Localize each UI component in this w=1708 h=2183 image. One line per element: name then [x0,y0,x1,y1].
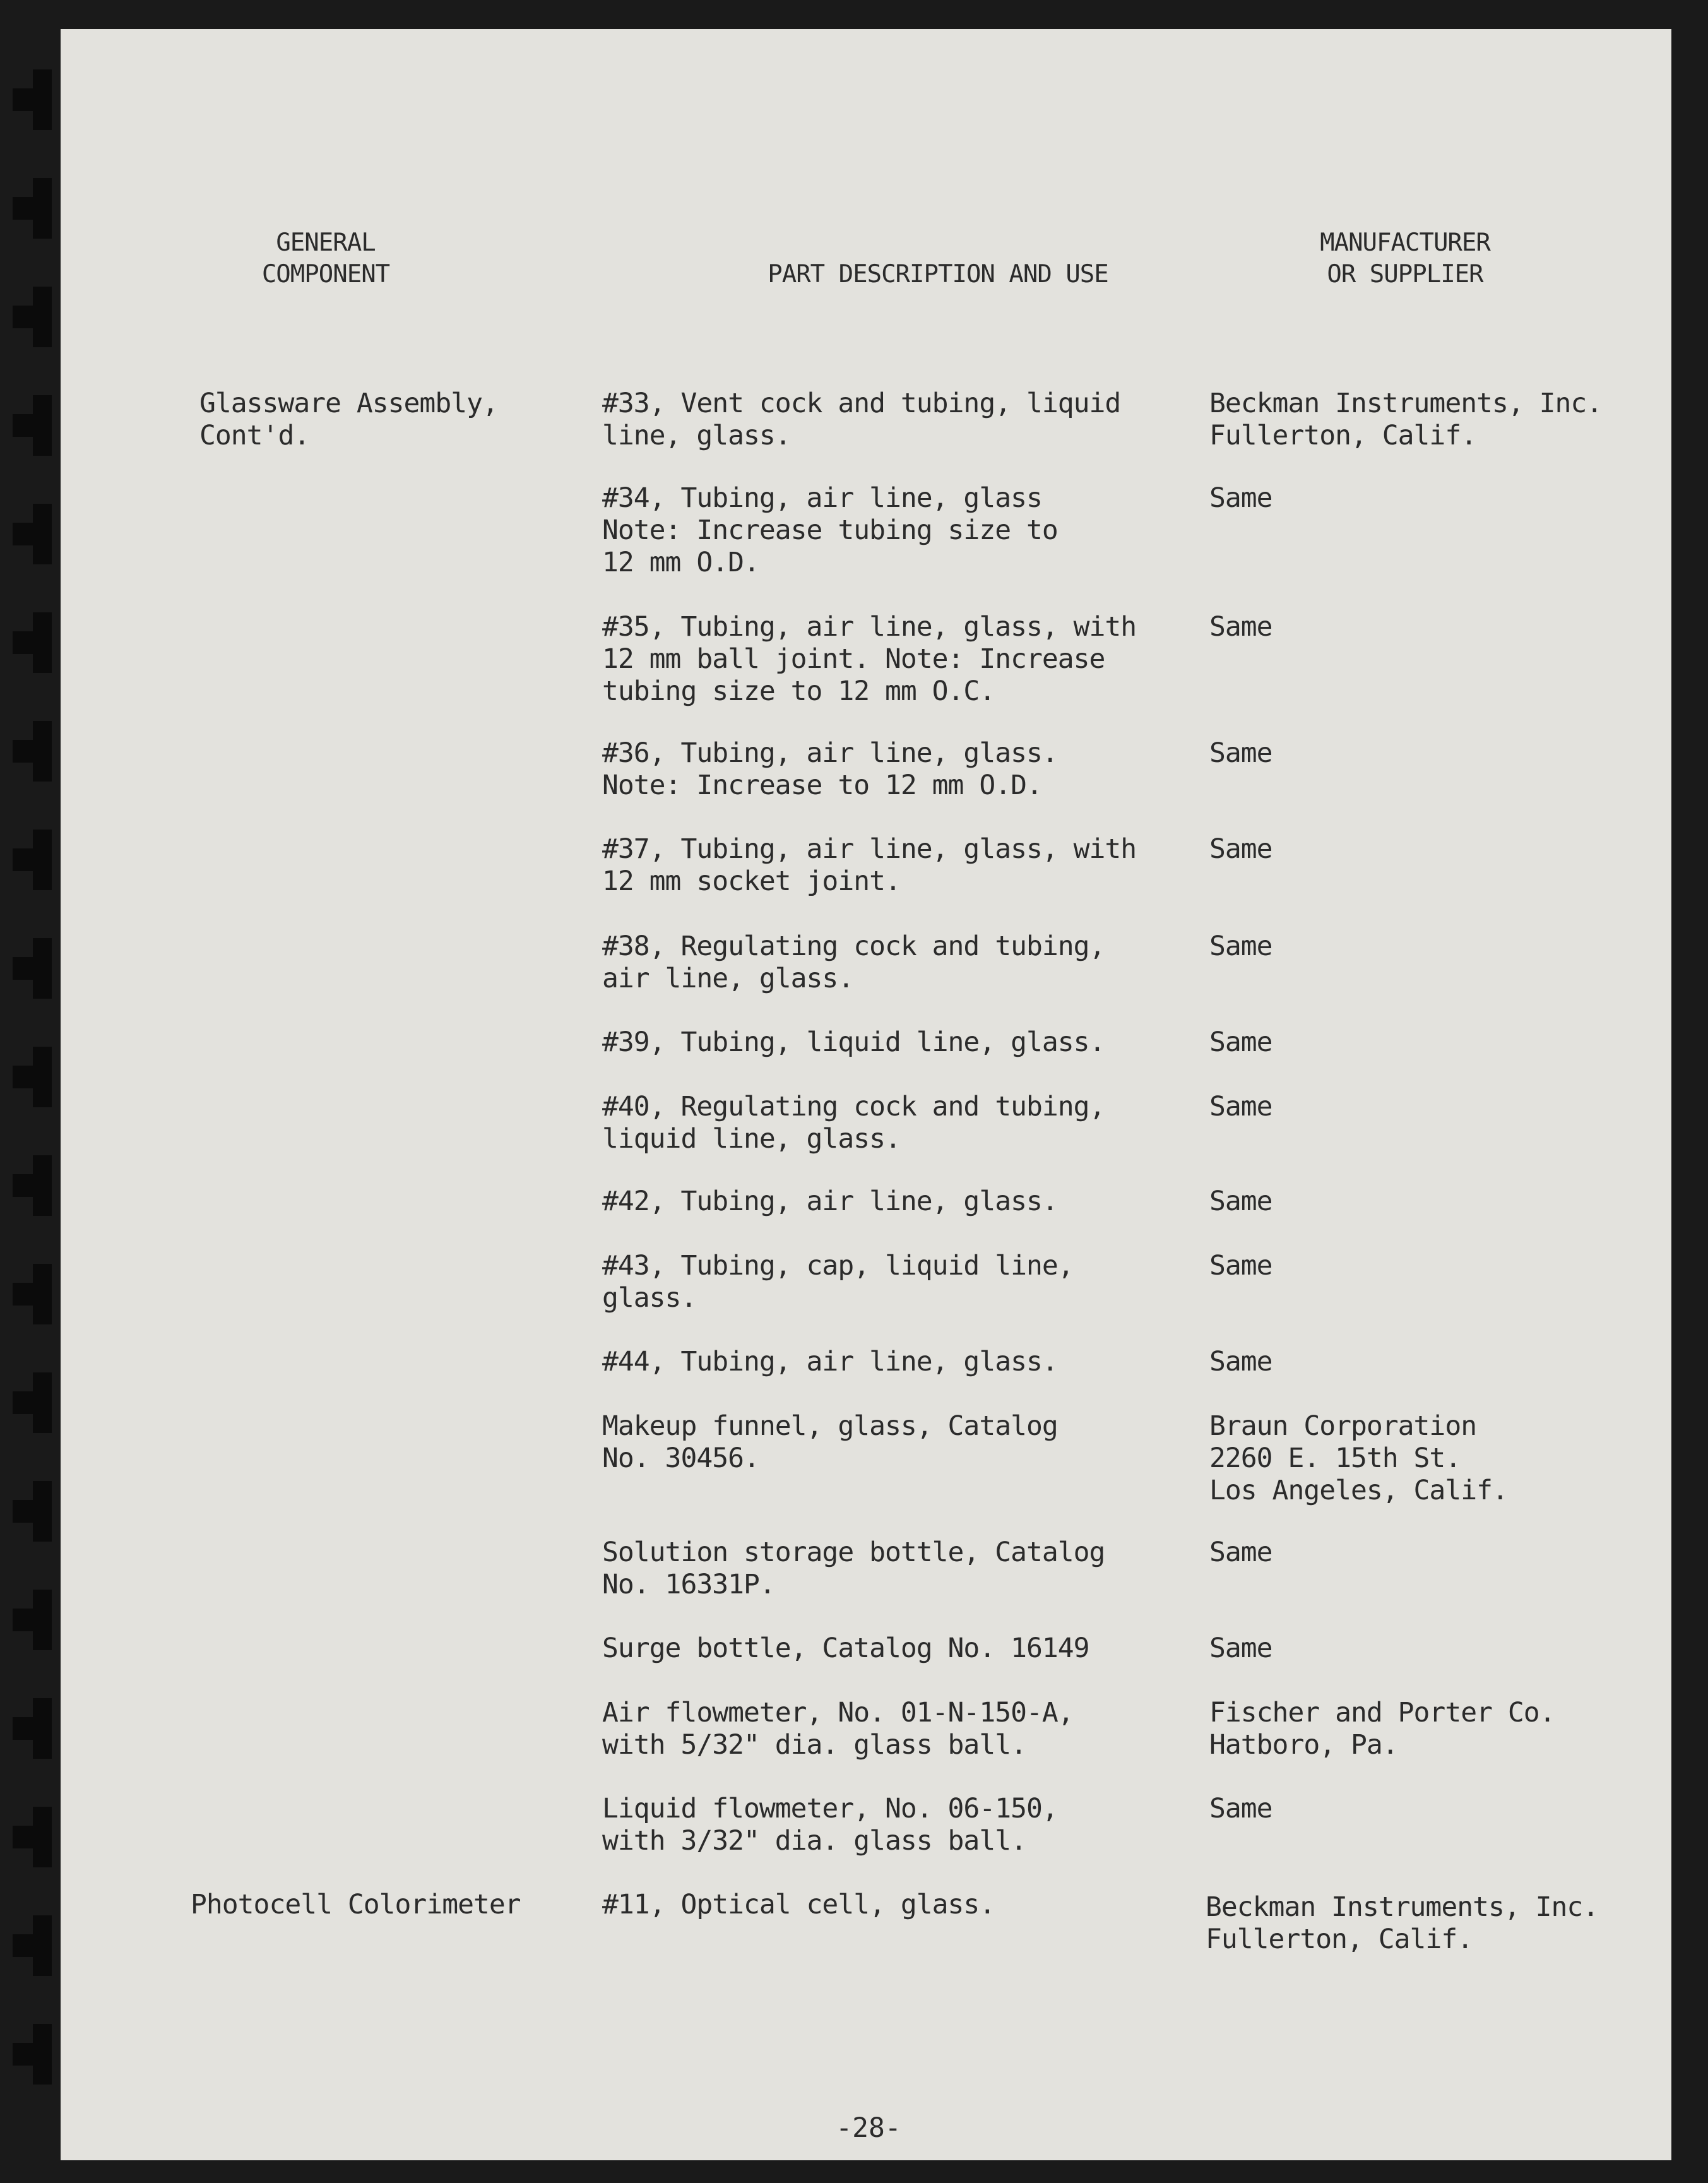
header-manufacturer [1247,227,1563,290]
supplier-cell [1206,1891,1598,1956]
text-line: #44, Tubing, air line, glass. [602,1346,1058,1377]
binding-ring [13,1698,52,1759]
text-line: 12 mm ball joint. Note: Increase [602,643,1105,675]
text-line: #43, Tubing, cap, liquid line, [602,1250,1074,1282]
binding-ring [13,2024,52,2085]
description-cell [602,1889,995,1921]
text-line: Same [1209,1537,1272,1568]
text-line: #37, Tubing, air line, glass, with [602,833,1137,865]
binding-ring [13,504,52,564]
binding-ring [13,938,52,999]
text-line: Braun Corporation [1209,1410,1477,1442]
binding-ring [13,721,52,782]
text-line: Same [1209,1346,1272,1377]
binding-ring [13,1807,52,1867]
text-line: Solution storage bottle, Catalog [602,1537,1105,1568]
binding-ring [13,287,52,347]
text-line: Same [1209,1633,1272,1664]
text-line: #38, Regulating cock and tubing, [602,931,1105,962]
header-line: OR SUPPLIER [1327,260,1483,288]
header-line: MANUFACTURER [1320,229,1490,257]
text-line: #40, Regulating cock and tubing, [602,1091,1105,1122]
binding-ring [13,1481,52,1542]
description-cell [602,482,1058,579]
text-line: #42, Tubing, air line, glass. [602,1186,1058,1217]
text-line: No. 30456. [602,1442,759,1474]
text-line: tubing size to 12 mm O.C. [602,675,995,707]
binding-ring [13,1155,52,1216]
binding-ring [13,1590,52,1650]
page-number: -28- [836,2112,901,2144]
text-line: #33, Vent cock and tubing, liquid [602,388,1121,419]
header-line: GENERAL [276,229,376,257]
description-cell [602,1633,1089,1665]
description-cell [602,611,1136,708]
binding-ring [13,395,52,456]
supplier-cell [1209,833,1272,865]
binding-ring [13,1047,52,1107]
text-line: Cont'd. [199,420,310,451]
document-page [61,29,1671,2160]
text-line: Same [1209,1186,1272,1217]
text-line: 12 mm O.D. [602,547,759,578]
text-line: Air flowmeter, No. 01-N-150-A, [602,1697,1074,1728]
text-line: Liquid flowmeter, No. 06-150, [602,1793,1058,1824]
component-cell [199,388,498,452]
supplier-cell [1209,1091,1272,1123]
supplier-cell [1209,611,1272,643]
supplier-cell [1209,931,1272,963]
description-cell [602,737,1058,802]
text-line: 2260 E. 15th St. [1209,1442,1461,1474]
description-cell [602,388,1120,452]
description-cell [602,1697,1074,1761]
binding-ring [13,69,52,130]
description-cell [602,833,1136,898]
text-line: Fullerton, Calif. [1206,1924,1473,1955]
header-general-component [218,227,433,290]
text-line: Photocell Colorimeter [191,1889,521,1920]
description-cell [602,1250,1074,1314]
text-line: #36, Tubing, air line, glass. [602,737,1058,769]
text-line: Same [1209,1250,1272,1282]
text-line: #34, Tubing, air line, glass [602,482,1042,514]
supplier-cell [1209,1250,1272,1282]
binding-ring [13,1372,52,1433]
text-line: Same [1209,1091,1272,1122]
text-line: Same [1209,737,1272,769]
text-line: Beckman Instruments, Inc. [1206,1891,1599,1923]
text-line: 12 mm socket joint. [602,865,901,897]
text-line: Hatboro, Pa. [1209,1729,1398,1761]
text-line: air line, glass. [602,963,854,994]
supplier-cell [1209,1410,1508,1507]
supplier-cell [1209,1026,1272,1059]
text-line: #39, Tubing, liquid line, glass. [602,1026,1105,1058]
description-cell [602,1410,1058,1475]
supplier-cell [1209,388,1602,452]
text-line: Same [1209,833,1272,865]
binding-ring [13,1915,52,1976]
supplier-cell [1209,1633,1272,1665]
supplier-cell [1209,1186,1272,1218]
text-line: line, glass. [602,420,791,451]
text-line: Surge bottle, Catalog No. 16149 [602,1633,1089,1664]
supplier-cell [1209,482,1272,515]
text-line: #11, Optical cell, glass. [602,1889,995,1920]
text-line: #35, Tubing, air line, glass, with [602,611,1137,643]
text-line: Glassware Assembly, [199,388,498,419]
description-cell [602,1026,1105,1059]
header-line: COMPONENT [261,260,390,288]
text-line: Beckman Instruments, Inc. [1209,388,1603,419]
binding-ring [13,830,52,890]
supplier-cell [1209,1537,1272,1569]
text-line: Same [1209,931,1272,962]
text-line: Los Angeles, Calif. [1209,1475,1508,1506]
description-cell [602,1537,1105,1601]
text-line: Same [1209,1793,1272,1824]
text-line: Same [1209,1026,1272,1058]
description-cell [602,1091,1105,1155]
binding-ring [13,1264,52,1324]
supplier-cell [1209,737,1272,770]
text-line: No. 16331P. [602,1569,775,1600]
text-line: Same [1209,611,1272,643]
description-cell [602,1186,1058,1218]
binding-ring [13,612,52,673]
text-line: Fullerton, Calif. [1209,420,1477,451]
supplier-cell [1209,1793,1272,1825]
component-cell [191,1889,521,1921]
text-line: Note: Increase tubing size to [602,515,1058,546]
spiral-binding [0,0,61,2183]
supplier-cell [1209,1697,1555,1761]
binding-ring [13,178,52,239]
text-line: glass. [602,1282,697,1314]
header-part-description [629,259,1247,290]
description-cell [602,1346,1058,1378]
text-line: Note: Increase to 12 mm O.D. [602,770,1042,801]
description-cell [602,1793,1058,1857]
text-line: Fischer and Porter Co. [1209,1697,1555,1728]
description-cell [602,931,1105,995]
text-line: Same [1209,482,1272,514]
header-line: PART DESCRIPTION AND USE [768,260,1108,288]
text-line: liquid line, glass. [602,1123,901,1155]
text-line: with 5/32" dia. glass ball. [602,1729,1026,1761]
supplier-cell [1209,1346,1272,1378]
text-line: Makeup funnel, glass, Catalog [602,1410,1058,1442]
text-line: with 3/32" dia. glass ball. [602,1825,1026,1857]
